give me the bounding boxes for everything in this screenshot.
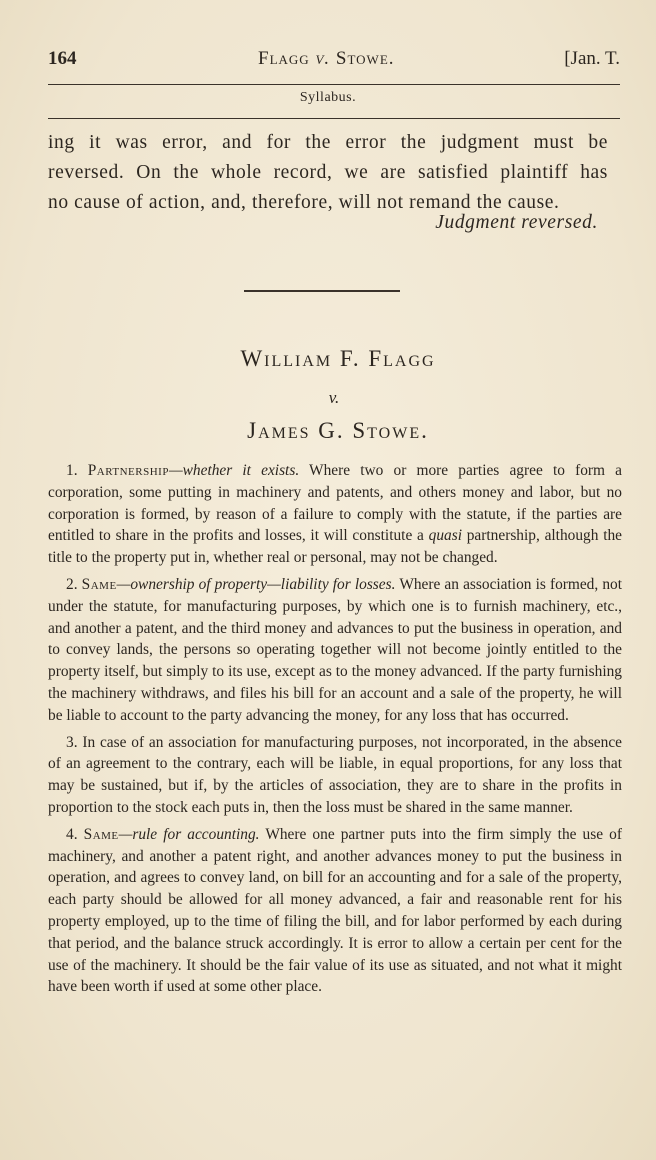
syllabus-paragraph-3: 3. In case of an association for manufacturing purposes, not incorporated, in the absence of an agreement to the contrary, each will be liable, in equal proportions, for any loss that may be sustained, but if, by the articles of association, they are to share in the profits in proportion to the stock each puts in, then the loss must be shared in the same manner.: [48, 733, 622, 816]
paragraph-number: 4.: [66, 825, 84, 843]
paragraph-text: Where two or more parties agree to form a corporation, some putting in machinery and patents, and others money and labor, but no corporation is formed, by reason of a failure to comply with the statute, if the parties are entitled to share in the profits and losses, it will constitute a: [48, 462, 623, 545]
text-line: ing it was error, and for the error the judgment must be: [48, 132, 608, 153]
term-label: [Jan. T.: [564, 48, 620, 69]
versus-label: v.: [328, 388, 340, 407]
header-rule: [48, 84, 620, 85]
text-line: reversed. On the whole record, we are satisfied plaintiff has: [48, 162, 608, 183]
judgment-line: Judgment reversed.: [435, 212, 598, 233]
paragraph-text: partnership, although the title to the property put in, whether real or personal, may not be changed.: [48, 527, 622, 567]
headnote-term: Partnership: [87, 462, 169, 479]
syllabus-body: [48, 460, 622, 1003]
headnote-topic: —whether it exists.: [168, 462, 300, 479]
defendant-name: James G. Stowe.: [247, 418, 429, 443]
paragraph-number: 2.: [66, 575, 82, 593]
case-separator: [244, 290, 400, 292]
running-title: [258, 48, 395, 70]
text-line: no cause of action, and, therefore, will not remand the cause.: [48, 192, 560, 213]
paragraph-text: Where one partner puts into the firm simply the use of machinery, and another a patent right, and another advances money to put the business in operation, and agrees to convey land, on bill for an accounting and for a sale of the property, each party should be allowed for all money advanced, a fair and reasonable rent for his property employed, up to the time of filing the bill, and for labor performed by each during that period, and the balance struck accordingly. It is error to allow a certain per cent for the use of the machinery. It should be the fair value of its use as situated, and not what it might have been worth if used at some other place.: [48, 825, 622, 996]
headnote-topic: —ownership of property—liability for losses.: [116, 575, 396, 593]
plaintiff-name: William F. Flagg: [240, 346, 436, 371]
syllabus-paragraph-4: [48, 824, 622, 998]
section-rule: [48, 118, 620, 119]
section-label: Syllabus.: [299, 90, 357, 105]
running-title-defendant: Stowe.: [330, 48, 395, 69]
running-title-plaintiff: Flagg: [258, 48, 316, 69]
headnote-term: Same: [83, 825, 119, 843]
running-title-versus: v.: [315, 48, 331, 69]
syllabus-paragraph-1: [48, 460, 622, 569]
paragraph-number: 1.: [66, 462, 88, 479]
syllabus-paragraph-2: [48, 574, 622, 727]
page-header: [48, 46, 620, 76]
page-number: 164: [48, 48, 77, 69]
headnote-topic: —rule for accounting.: [118, 825, 260, 843]
paragraph-text: Where an association is formed, not under the statute, for manufacturing purposes, by which one is to furnish machinery, etc., and another a patent, and the third money and advances to put the business in operation, and to convey lands, the persons so operating together will not become jointly entitled to the property itself, but simply to its use, except as to the money advanced. If the party furnishing the machinery withdraws, and files his bill for an account and a sale of the property, he will be liable to account to the party advancing the money, for any loss that has occurred.: [48, 575, 623, 724]
emphasis-text: quasi: [428, 527, 462, 545]
headnote-term: Same: [81, 575, 117, 593]
previous-case-ending: [48, 128, 608, 218]
